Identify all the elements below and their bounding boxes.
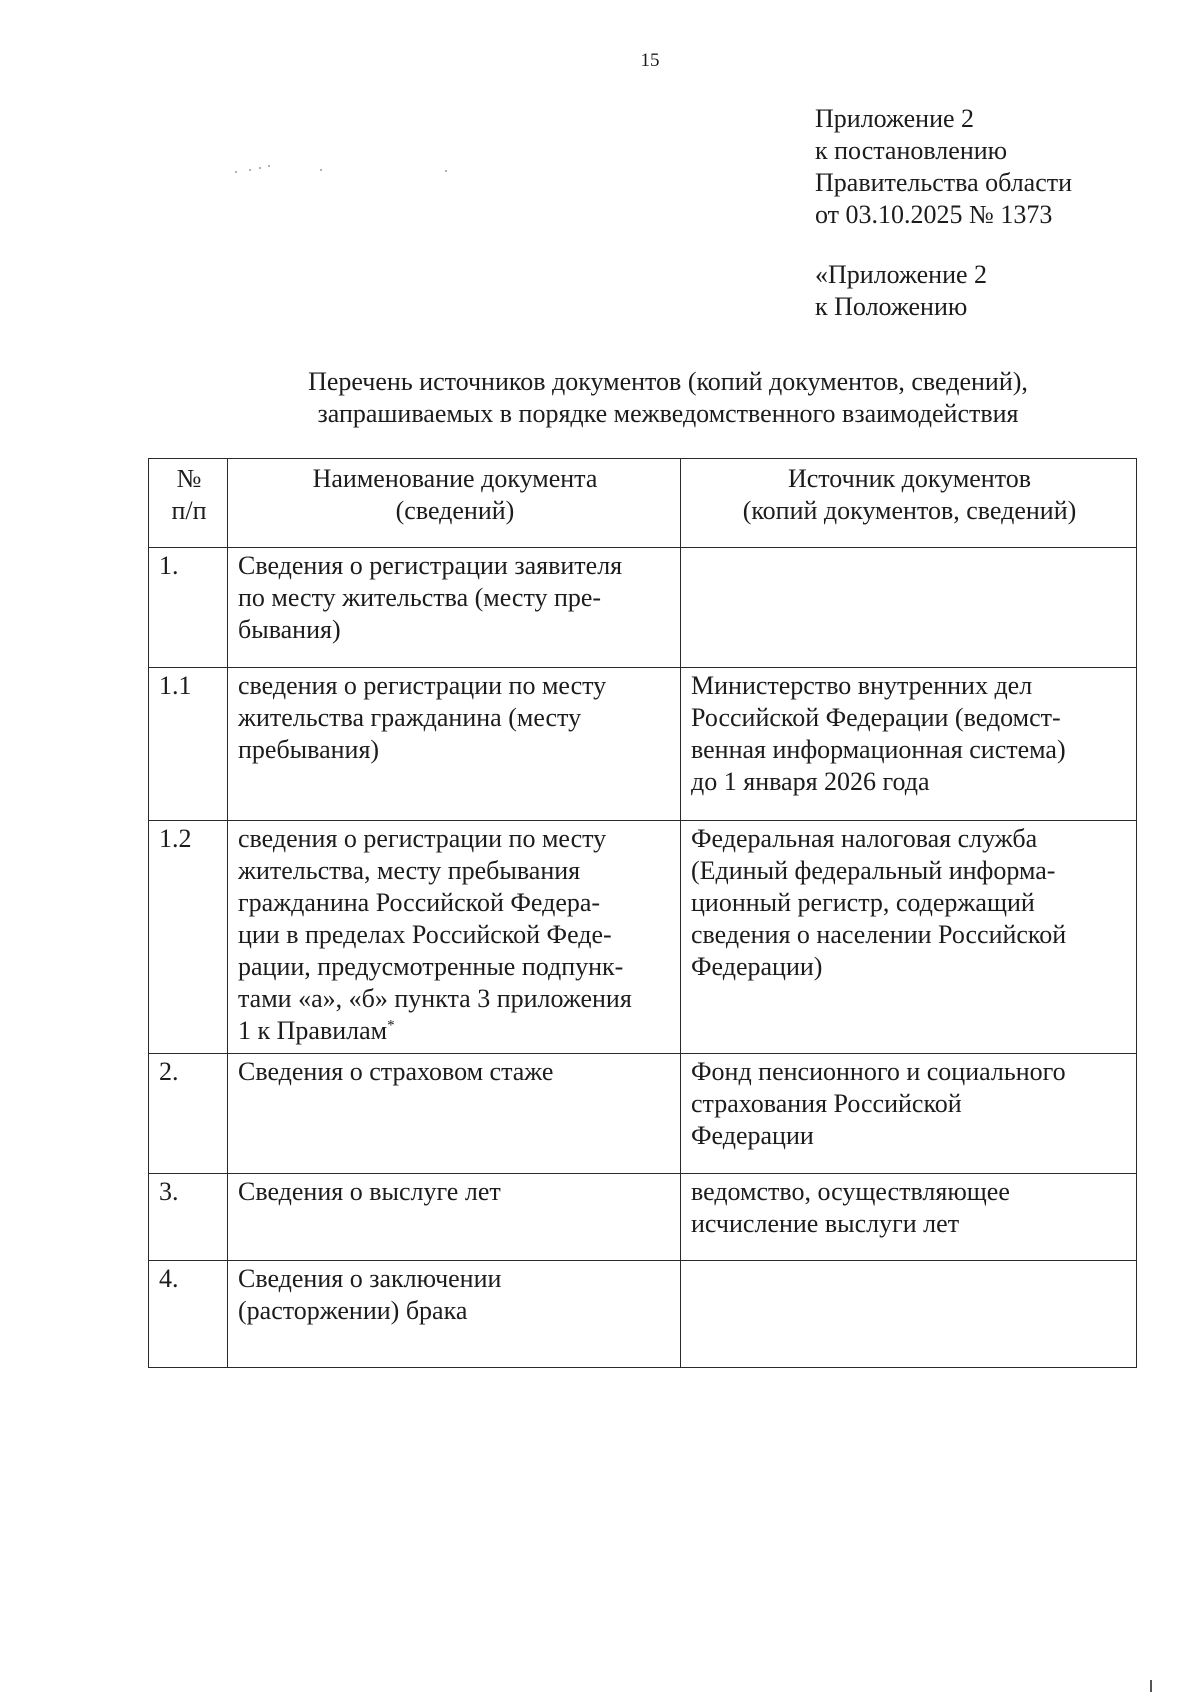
table-row [149, 668, 1137, 821]
table-row [149, 548, 1137, 668]
scan-artifact [1150, 1680, 1152, 1692]
sources-table [148, 458, 1137, 1368]
header-source: Источник документов (копий документов, сведений) [681, 459, 1137, 548]
header-number: № п/п [149, 459, 228, 548]
row-document-name: Сведения о регистрации заявителя по месту жительства (месту пре- бывания) [228, 548, 681, 668]
row-number: 1.2 [149, 821, 228, 1054]
row-number: 1. [149, 548, 228, 668]
table-row [149, 1174, 1137, 1261]
row-source [681, 1261, 1137, 1368]
row-source: Фонд пенсионного и социального страхования Российской Федерации [681, 1054, 1137, 1174]
table-row [149, 821, 1137, 1054]
approval-block [815, 103, 1072, 323]
approval-line: от 03.10.2025 № 1373 [815, 200, 1053, 229]
annex-line: «Приложение 2 [815, 260, 988, 289]
row-document-name: сведения о регистрации по месту жительства, месту пребывания гражданина Российской Федера- ции в пределах Российской Феде- рации, предусмотренные подпунк- тами «а», «б» пункта 3 приложения 1 к Правилам* [228, 821, 681, 1054]
row-source: Министерство внутренних дел Российской Федерации (ведомст- венная информационная система) до 1 января 2026 года [681, 668, 1137, 821]
document-title [150, 366, 1186, 430]
row-source: ведомство, осуществляющее исчисление выслуги лет [681, 1174, 1137, 1261]
table-row [149, 1054, 1137, 1174]
row-document-name: Сведения о страховом стаже [228, 1054, 681, 1174]
row-number: 4. [149, 1261, 228, 1368]
footnote-mark: * [387, 1017, 395, 1034]
approval-line: Приложение 2 [815, 104, 975, 133]
table-header-row [149, 459, 1137, 548]
row-number: 2. [149, 1054, 228, 1174]
document-title-line: запрашиваемых в порядке межведомственного взаимодействия [317, 399, 1019, 428]
row-source [681, 548, 1137, 668]
page-number: 15 [640, 50, 660, 71]
document-title-line: Перечень источников документов (копий документов, сведений), [308, 367, 1028, 396]
row-document-name: сведения о регистрации по месту жительства гражданина (месту пребывания) [228, 668, 681, 821]
scan-artifact [235, 165, 485, 177]
annex-line: к Положению [815, 292, 968, 321]
row-document-name: Сведения о заключении (расторжении) брака [228, 1261, 681, 1368]
row-number: 3. [149, 1174, 228, 1261]
approval-line: Правительства области [815, 168, 1073, 197]
row-document-name: Сведения о выслуге лет [228, 1174, 681, 1261]
approval-line: к постановлению [815, 136, 1008, 165]
header-document-name: Наименование документа (сведений) [228, 459, 681, 548]
table-row [149, 1261, 1137, 1368]
row-number: 1.1 [149, 668, 228, 821]
row-source: Федеральная налоговая служба (Единый федеральный информа- ционный регистр, содержащий сведения о населении Российской Федерации) [681, 821, 1137, 1054]
